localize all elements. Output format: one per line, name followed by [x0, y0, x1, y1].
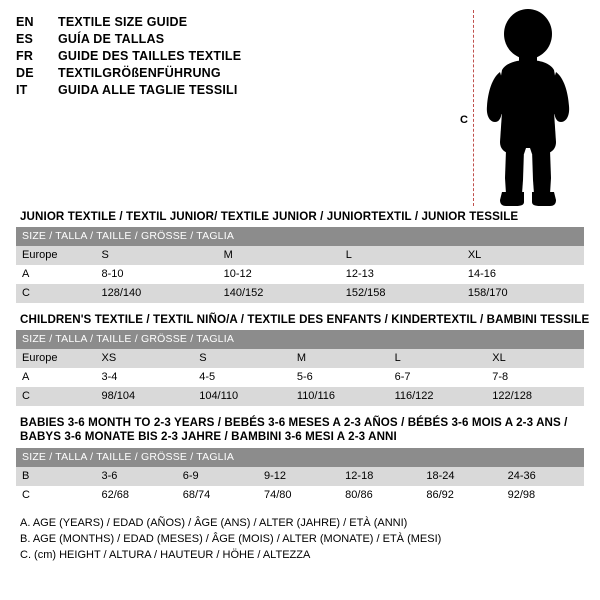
cell: 4-5 — [193, 368, 291, 387]
cell: 10-12 — [218, 265, 340, 284]
cell: 8-10 — [96, 265, 218, 284]
language-code-es: ES — [16, 32, 34, 46]
cell: 68/74 — [177, 486, 258, 505]
section-title-babies — [20, 416, 584, 444]
language-code-it: IT — [16, 83, 28, 97]
cell: 80/86 — [339, 486, 420, 505]
junior-size-table — [16, 227, 584, 303]
cell: 62/68 — [96, 486, 177, 505]
table-row — [16, 368, 584, 387]
table-row — [16, 284, 584, 303]
legend-line-a: A. AGE (YEARS) / EDAD (AÑOS) / ÂGE (ANS) / ALTER (JAHRE) / ETÀ (ANNI) — [20, 517, 408, 529]
section-babies-textile — [16, 416, 584, 505]
language-row-es — [16, 31, 446, 48]
section-childrens-textile — [16, 313, 590, 406]
cell: XL — [486, 349, 584, 368]
cell: XL — [462, 246, 584, 265]
row-label: B — [16, 467, 96, 486]
cell: 12-18 — [339, 467, 420, 486]
cell: 3-6 — [96, 467, 177, 486]
cell: 74/80 — [258, 486, 339, 505]
language-code-de: DE — [16, 66, 34, 80]
cell: M — [291, 349, 389, 368]
language-text-es: GUÍA DE TALLAS — [58, 32, 165, 46]
legend-notes — [20, 515, 584, 563]
legend-line-c: C. (cm) HEIGHT / ALTURA / HAUTEUR / HÖHE / ALTEZZA — [20, 549, 311, 561]
size-tables-content — [16, 210, 590, 563]
cell: S — [193, 349, 291, 368]
section-title-babies-line1: BABIES 3-6 MONTH TO 2-3 YEARS / BEBÉS 3-6 MESES A 2-3 AÑOS / BÉBÉS 3-6 MOIS A 2-3 ANS / — [20, 416, 568, 429]
measurement-label-c: C — [460, 114, 468, 126]
section-junior-textile — [16, 210, 584, 303]
language-text-en: TEXTILE SIZE GUIDE — [58, 15, 188, 29]
language-code-en: EN — [16, 15, 34, 29]
cell: 110/116 — [291, 387, 389, 406]
cell: 158/170 — [462, 284, 584, 303]
row-label: A — [16, 368, 96, 387]
childrens-size-table — [16, 330, 584, 406]
cell: 3-4 — [96, 368, 194, 387]
language-row-de — [16, 65, 446, 82]
section-title-childrens: CHILDREN'S TEXTILE / TEXTIL NIÑO/A / TEXTILE DES ENFANTS / KINDERTEXTIL / BAMBINI TESSILE — [20, 313, 590, 326]
cell: L — [389, 349, 487, 368]
language-text-it: GUIDA ALLE TAGLIE TESSILI — [58, 83, 238, 97]
table-row — [16, 448, 584, 467]
cell: XS — [96, 349, 194, 368]
height-guide-line-icon — [473, 10, 474, 206]
cell: 9-12 — [258, 467, 339, 486]
cell: 128/140 — [96, 284, 218, 303]
babies-size-table — [16, 448, 584, 505]
row-label: C — [16, 387, 96, 406]
cell: S — [96, 246, 218, 265]
language-row-en — [16, 14, 446, 31]
table-row — [16, 387, 584, 406]
language-header — [16, 14, 446, 99]
cell: 18-24 — [420, 467, 501, 486]
cell: 116/122 — [389, 387, 487, 406]
measurement-figure — [440, 8, 590, 208]
legend-line-b: B. AGE (MONTHS) / EDAD (MESES) / ÂGE (MOIS) / ALTER (MONATE) / ETÀ (MESI) — [20, 533, 442, 545]
babies-band-label: SIZE / TALLA / TAILLE / GRÖSSE / TAGLIA — [16, 448, 584, 467]
cell: 5-6 — [291, 368, 389, 387]
cell: 24-36 — [502, 467, 584, 486]
table-row — [16, 265, 584, 284]
cell: 122/128 — [486, 387, 584, 406]
cell: 140/152 — [218, 284, 340, 303]
cell: 92/98 — [502, 486, 584, 505]
row-label: C — [16, 486, 96, 505]
cell: 14-16 — [462, 265, 584, 284]
table-row — [16, 330, 584, 349]
table-row — [16, 349, 584, 368]
language-text-fr: GUIDE DES TAILLES TEXTILE — [58, 49, 242, 63]
cell: 98/104 — [96, 387, 194, 406]
section-title-babies-line2: BABYS 3-6 MONATE BIS 2-3 JAHRE / BAMBINI 3-6 MESI A 2-3 ANNI — [20, 430, 397, 443]
table-row — [16, 246, 584, 265]
language-row-it — [16, 82, 446, 99]
row-label: Europe — [16, 349, 96, 368]
cell: 86/92 — [420, 486, 501, 505]
cell: 12-13 — [340, 265, 462, 284]
cell: M — [218, 246, 340, 265]
table-row — [16, 227, 584, 246]
language-code-fr: FR — [16, 49, 34, 63]
table-row — [16, 467, 584, 486]
cell: 6-9 — [177, 467, 258, 486]
childrens-band-label: SIZE / TALLA / TAILLE / GRÖSSE / TAGLIA — [16, 330, 584, 349]
cell: L — [340, 246, 462, 265]
cell: 6-7 — [389, 368, 487, 387]
row-label: Europe — [16, 246, 96, 265]
cell: 7-8 — [486, 368, 584, 387]
toddler-silhouette-icon — [480, 8, 590, 208]
table-row — [16, 486, 584, 505]
language-row-fr — [16, 48, 446, 65]
language-text-de: TEXTILGRÖßENFÜHRUNG — [58, 66, 221, 80]
cell: 104/110 — [193, 387, 291, 406]
section-title-junior: JUNIOR TEXTILE / TEXTIL JUNIOR/ TEXTILE JUNIOR / JUNIORTEXTIL / JUNIOR TESSILE — [20, 210, 519, 223]
junior-band-label: SIZE / TALLA / TAILLE / GRÖSSE / TAGLIA — [16, 227, 584, 246]
cell: 152/158 — [340, 284, 462, 303]
row-label: C — [16, 284, 96, 303]
row-label: A — [16, 265, 96, 284]
